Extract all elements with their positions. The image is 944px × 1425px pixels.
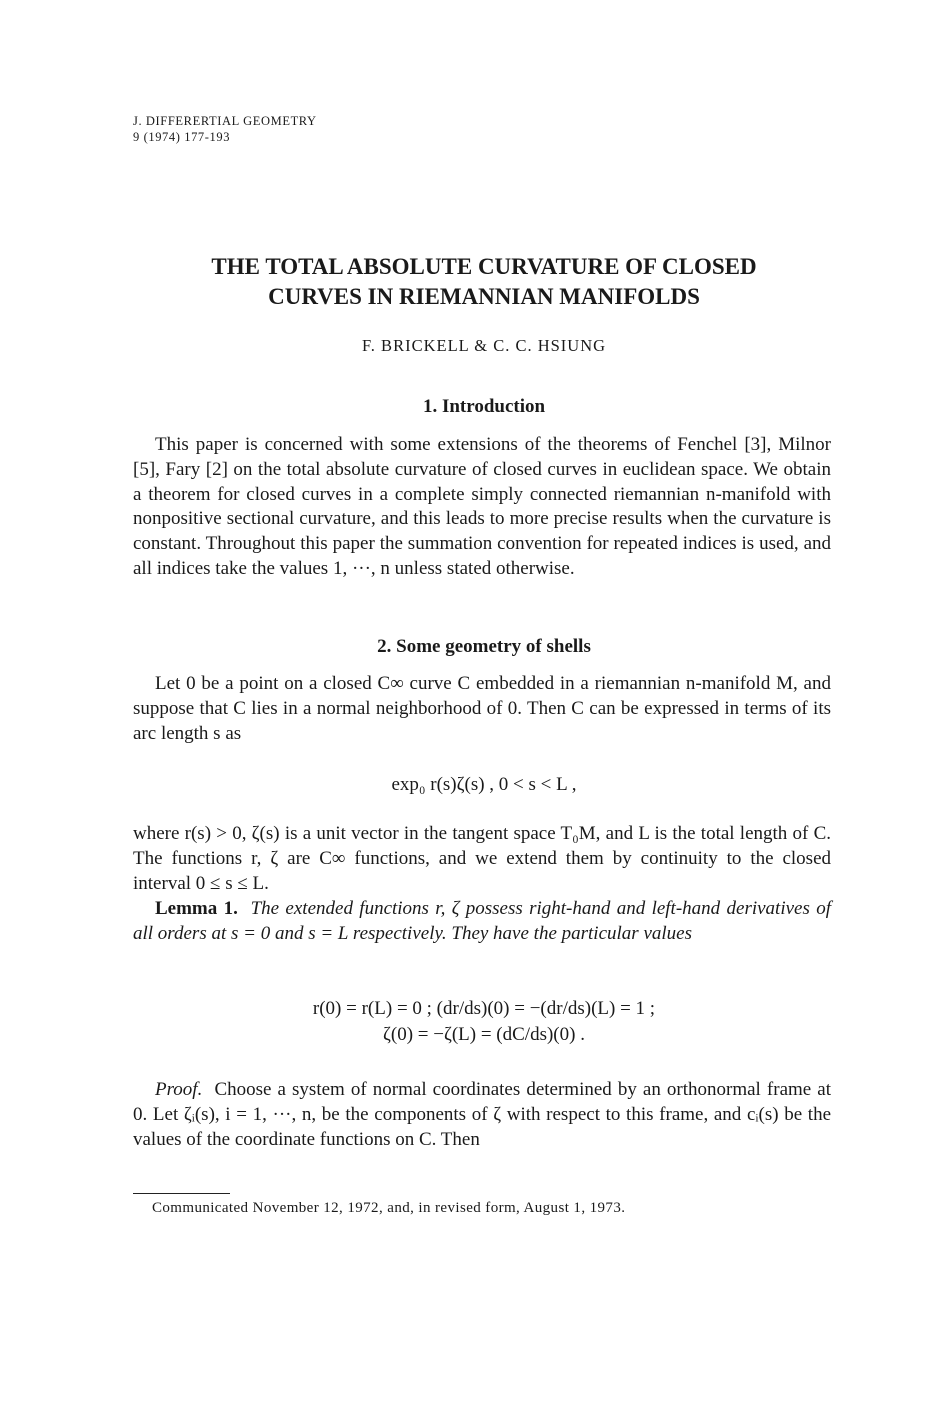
authors: F. BRICKELL & C. C. HSIUNG bbox=[361, 336, 607, 355]
journal-header bbox=[133, 113, 317, 145]
equation-2-line-1: r(0) = r(L) = 0 ; (dr/ds)(0) = −(dr/ds)(L) = 1 ; bbox=[312, 998, 656, 1019]
footnote-rule bbox=[133, 1193, 230, 1194]
section-heading-shells: 2. Some geometry of shells bbox=[377, 636, 591, 657]
proof-text: Choose a system of normal coordinates determined by an orthonormal frame at 0. Let ζᵢ(s), i = 1, ···, n, be the components of ζ with respect to this frame, and cᵢ(s) be the values of the coordinate functions on C. Then bbox=[133, 1079, 831, 1150]
section-heading-introduction: 1. Introduction bbox=[422, 396, 546, 417]
lemma-text: The extended functions r, ζ possess right-hand and left-hand derivatives of all orders at s = 0 and s = L respectively. They have the particular values bbox=[133, 898, 832, 944]
equation-2-line-2: ζ(0) = −ζ(L) = (dC/ds)(0) . bbox=[383, 1024, 585, 1045]
footnote: Communicated November 12, 1972, and, in revised form, August 1, 1973. bbox=[152, 1200, 626, 1216]
intro-paragraph: This paper is concerned with some extensions of the theorems of Fenchel [3], Milnor [5], Fary [2] on the total absolute curvature of closed curves in euclidean space. We obtain a theorem for closed curves in a complete simply connected riemannian n-manifold with nonpositive sectional curvature, and this leads to more precise results when the curvature is constant. Throughout this paper the summation convention for repeated indices is used, and all indices take the values 1, ···, n unless stated otherwise. bbox=[133, 434, 831, 579]
title-line-1: THE TOTAL ABSOLUTE CURVATURE OF CLOSED bbox=[211, 254, 757, 279]
journal-volume: 9 (1974) 177-193 bbox=[133, 130, 231, 144]
journal-name: J. DIFFERERTIAL GEOMETRY bbox=[133, 114, 317, 128]
lemma-label: Lemma 1. bbox=[155, 898, 238, 919]
shells-paragraph-1: Let 0 be a point on a closed C∞ curve C embedded in a riemannian n-manifold M, and suppose that C lies in a normal neighborhood of 0. Then C can be expressed in terms of its arc length s as bbox=[133, 673, 831, 744]
proof-label: Proof. bbox=[155, 1079, 203, 1100]
title-line-2: CURVES IN RIEMANNIAN MANIFOLDS bbox=[268, 284, 700, 309]
equation-1: exp₀ r(s)ζ(s) , 0 < s < L , bbox=[391, 774, 577, 795]
paper-title bbox=[100, 252, 868, 312]
equation-2 bbox=[100, 996, 868, 1048]
proof-paragraph bbox=[133, 1078, 831, 1152]
shells-paragraph-2: where r(s) > 0, ζ(s) is a unit vector in the tangent space T₀M, and L is the total length of C. The functions r, ζ are C∞ functions, and we extend them by continuity to the closed interval 0 ≤ s ≤ L. bbox=[133, 823, 831, 894]
lemma-1 bbox=[133, 897, 831, 947]
